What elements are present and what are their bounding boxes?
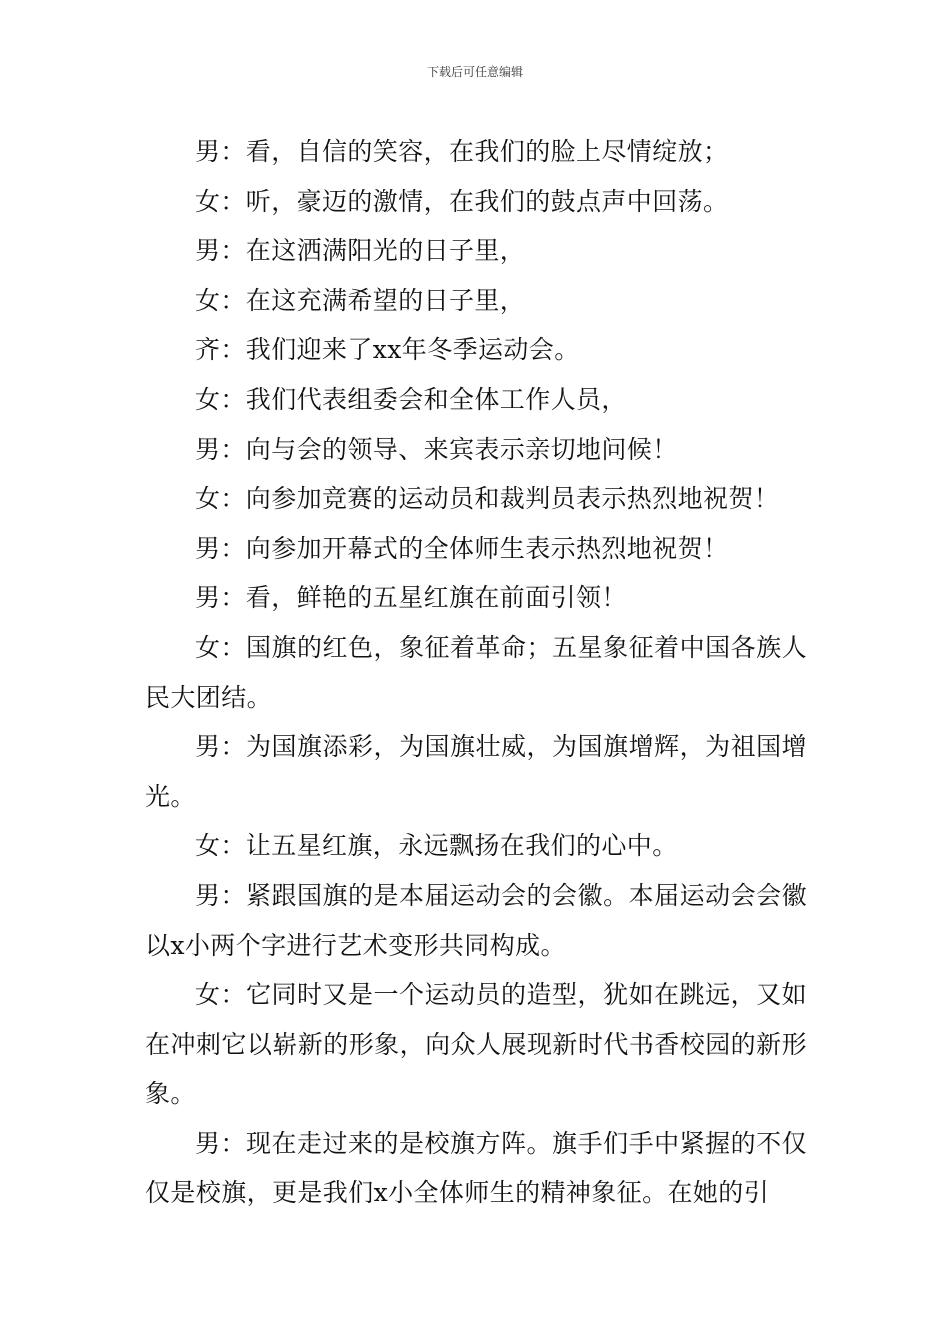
paragraph: 女：我们代表组委会和全体工作人员， [195,384,627,414]
paragraph: 女：让五星红旗，永远飘扬在我们的心中。 [195,831,678,861]
paragraph: 男：紧跟国旗的是本届运动会的会徽。本届运动会会徽以x小两个字进行艺术变形共同构成。 [145,880,807,960]
paragraph: 女：向参加竞赛的运动员和裁判员表示热烈地祝贺！ [195,484,780,514]
paragraph: 女：国旗的红色，象征着革命；五星象征着中国各族人民大团结。 [145,632,807,712]
paragraph: 女：它同时又是一个运动员的造型，犹如在跳远，又如在冲刺它以崭新的形象，向众人展现新时代书香校园的新形象。 [145,980,807,1109]
paragraph: 男：看，鲜艳的五星红旗在前面引领！ [195,583,627,613]
paragraph: 齐：我们迎来了xx年冬季运动会。 [195,335,580,365]
paragraph: 男：向参加开幕式的全体师生表示热烈地祝贺！ [195,533,729,563]
paragraph: 男：向与会的领导、来宾表示亲切地问候！ [195,434,678,464]
document-body [145,127,807,1218]
paragraph: 女：听，豪迈的激情，在我们的鼓点声中回荡。 [195,186,729,216]
paragraph: 女：在这充满希望的日子里， [195,285,526,315]
paragraph: 男：看，自信的笑容，在我们的脸上尽情绽放； [195,137,729,166]
paragraph: 男：在这洒满阳光的日子里， [195,236,526,266]
paragraph: 男：现在走过来的是校旗方阵。旗手们手中紧握的不仅仅是校旗，更是我们x小全体师生的精神象征。在她的引 [145,1128,807,1208]
paragraph: 男：为国旗添彩，为国旗壮威，为国旗增辉，为祖国增光。 [145,732,807,811]
page-header: 下载后可任意编辑 [426,65,523,79]
